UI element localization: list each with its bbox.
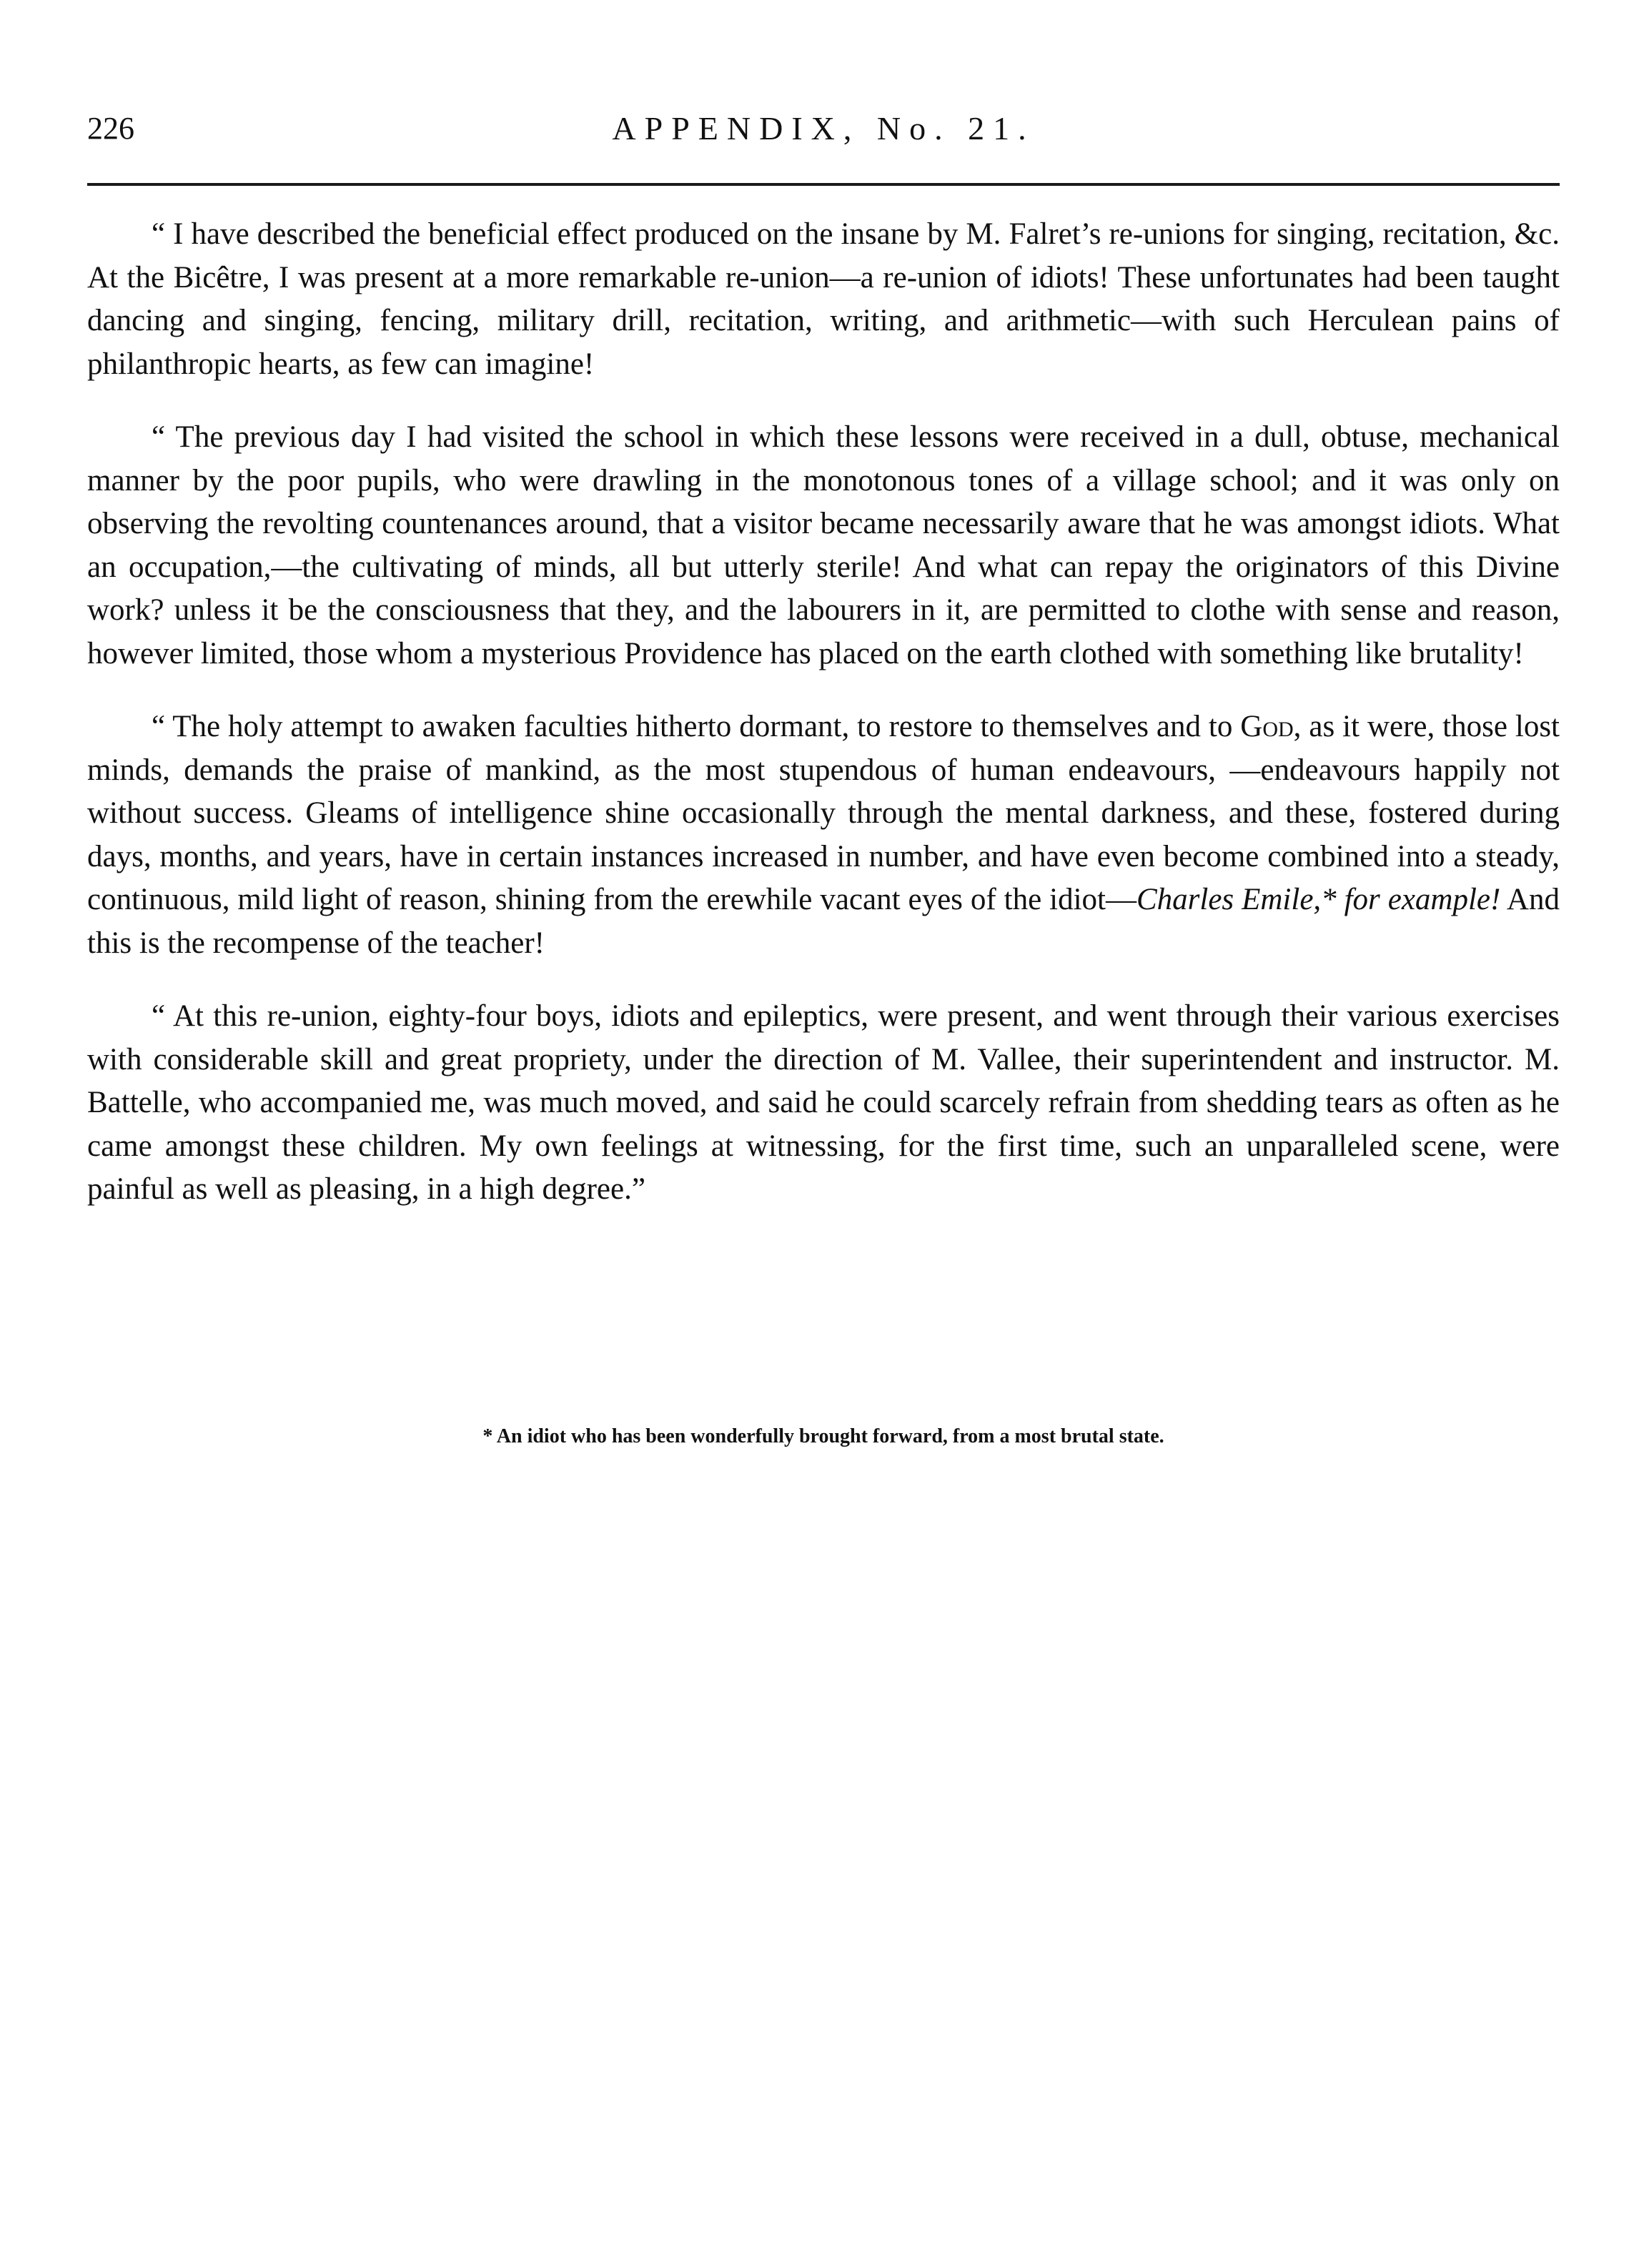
- paragraph-1: “ I have described the beneficial effect produced on the insane by M. Falret’s re-unions for singing, recitation, &c. At the Bicêtre, I was present at a more remarkable re-union—a re-union of idiots! These unfortunates had been taught dancing and singing, fencing, military drill, recitation, writing, and arithmetic—with such Herculean pains of philanthropic hearts, as few can imagine!: [87, 217, 1560, 381]
- running-head: APPENDIX, No. 21.: [612, 110, 1035, 147]
- paragraph-3: [87, 705, 1560, 965]
- paragraph-3-part-1: “ The holy attempt to awaken faculties hitherto dormant, to restore to themselves and to: [152, 710, 1241, 743]
- header-rule: [87, 183, 1560, 186]
- body-text: [87, 213, 1560, 1242]
- paragraph-3-part-2: , as it were, those lost minds, demands the praise of mankind, as the most stupendous of human endeavours, —endeavours happily not without success. Gleams of intelligence shine occasionally through the mental darkness, and these, fostered during days, months, and years, have in certain instances increased in number, and have even become combined into a steady, continuous, mild light of reason, shining from the erewhile vacant eyes of the idiot—: [87, 710, 1560, 916]
- paragraph-3-part-3: And this is the recompense of the teacher!: [87, 883, 1560, 960]
- page-header: [87, 107, 1560, 150]
- paragraph-4: “ At this re-union, eighty-four boys, idiots and epileptics, were present, and went through their various exercises with considerable skill and great propriety, under the direction of M. Vallee, their superintendent and instructor. M. Battelle, who accompanied me, was much moved, and said he could scarcely refrain from shedding tears as often as he came amongst these children. My own feelings at witnessing, for the first time, such an unparalleled scene, were painful as well as pleasing, in a high degree.”: [87, 999, 1560, 1206]
- footnote: * An idiot who has been wonderfully brought forward, from a most brutal state.: [482, 1425, 1164, 1447]
- paragraph-2: “ The previous day I had visited the school in which these lessons were received in a dull, obtuse, mechanical manner by the poor pupils, who were drawling in the monotonous tones of a village school; and it was only on observing the revolting countenances around, that a visitor became necessarily aware that he was amongst idiots. What an occupation,—the cultivating of minds, all but utterly sterile! And what can repay the originators of this Divine work? unless it be the consciousness that they, and the labourers in it, are permitted to clothe with sense and reason, however limited, those whom a mysterious Providence has placed on the earth clothed with something like brutality!: [87, 420, 1560, 670]
- paragraph-3-italic: Charles Emile,* for example!: [1136, 883, 1501, 916]
- paragraph-3-god: God: [1240, 710, 1294, 743]
- page-number: 226: [87, 111, 134, 146]
